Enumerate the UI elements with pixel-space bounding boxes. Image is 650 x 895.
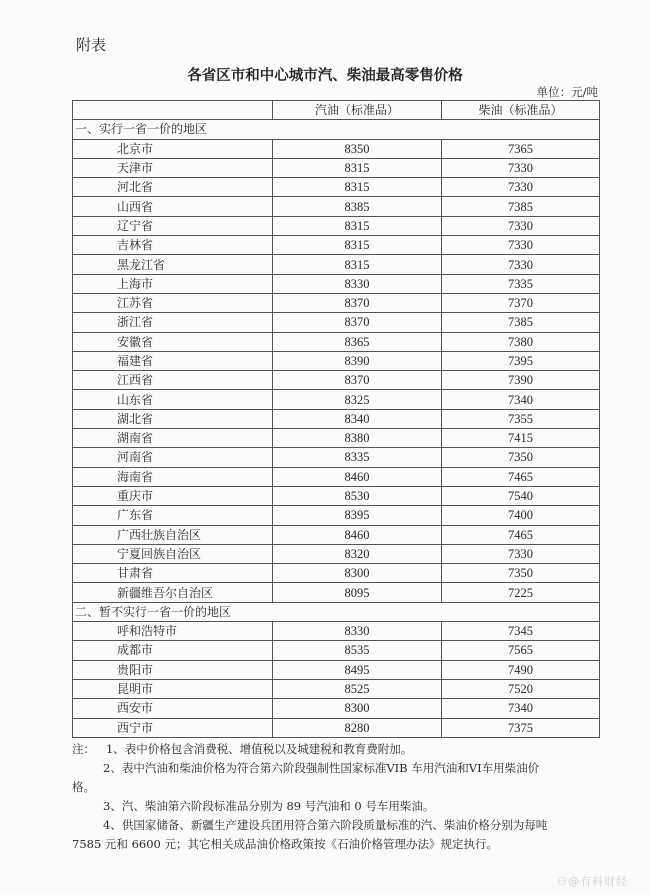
diesel-price: 7350	[442, 448, 600, 467]
gasoline-price: 8315	[273, 158, 442, 177]
table-row	[73, 178, 600, 197]
watermark: ⚇@有料财经	[557, 875, 628, 888]
gasoline-price: 8525	[273, 679, 442, 698]
appendix-label: 附表	[76, 36, 107, 54]
region-cell: 山东省	[73, 390, 273, 409]
region-cell: 湖北省	[73, 409, 273, 428]
gasoline-price: 8300	[273, 564, 442, 583]
table-row	[73, 583, 600, 602]
table-row	[73, 390, 600, 409]
region-cell: 上海市	[73, 274, 273, 293]
header-gasoline: 汽油（标准品）	[273, 101, 442, 120]
region-cell: 广西壮族自治区	[73, 525, 273, 544]
diesel-price: 7330	[442, 255, 600, 274]
diesel-price: 7330	[442, 158, 600, 177]
region-cell: 安徽省	[73, 332, 273, 351]
table-row	[73, 525, 600, 544]
diesel-price: 7340	[442, 390, 600, 409]
gasoline-price: 8325	[273, 390, 442, 409]
region-cell: 吉林省	[73, 236, 273, 255]
section-label: 二、暂不实行一省一价的地区	[73, 602, 600, 621]
table-row	[73, 448, 600, 467]
diesel-price: 7385	[442, 197, 600, 216]
diesel-price: 7345	[442, 622, 600, 641]
diesel-price: 7335	[442, 274, 600, 293]
gasoline-price: 8335	[273, 448, 442, 467]
gasoline-price: 8395	[273, 506, 442, 525]
table-row	[73, 313, 600, 332]
table-row	[73, 564, 600, 583]
diesel-price: 7330	[442, 216, 600, 235]
table-row	[73, 679, 600, 698]
table-row	[73, 371, 600, 390]
region-cell: 重庆市	[73, 486, 273, 505]
gasoline-price: 8095	[273, 583, 442, 602]
gasoline-price: 8340	[273, 409, 442, 428]
region-cell: 西宁市	[73, 718, 273, 737]
gasoline-price: 8380	[273, 429, 442, 448]
diesel-price: 7330	[442, 178, 600, 197]
region-cell: 江苏省	[73, 293, 273, 312]
region-cell: 贵阳市	[73, 660, 273, 679]
gasoline-price: 8315	[273, 255, 442, 274]
region-cell: 江西省	[73, 371, 273, 390]
gasoline-price: 8315	[273, 178, 442, 197]
diesel-price: 7520	[442, 679, 600, 698]
note-3: 3、汽、柴油第六阶段标准品分别为 89 号汽油和 0 号车用柴油。	[103, 799, 435, 813]
diesel-price: 7350	[442, 564, 600, 583]
note-1: 注： 1、表中价格包含消费税、增值税以及城建税和教育费附加。	[72, 742, 413, 756]
region-cell: 北京市	[73, 139, 273, 158]
price-table	[72, 100, 600, 738]
gasoline-price: 8390	[273, 351, 442, 370]
region-cell: 甘肃省	[73, 564, 273, 583]
note-4-cont: 7585 元和 6600 元；其它相关成品油价格政策按《石油价格管理办法》规定执行。	[72, 837, 498, 851]
gasoline-price: 8330	[273, 274, 442, 293]
gasoline-price: 8330	[273, 622, 442, 641]
gasoline-price: 8460	[273, 525, 442, 544]
document-title: 各省区市和中心城市汽、柴油最高零售价格	[187, 68, 463, 84]
section-label: 一、实行一省一价的地区	[73, 120, 600, 139]
gasoline-price: 8370	[273, 293, 442, 312]
region-cell: 河北省	[73, 178, 273, 197]
note-4: 4、供国家储备、新疆生产建设兵团用符合第六阶段质量标准的汽、柴油价格分别为每吨	[103, 818, 548, 832]
diesel-price: 7355	[442, 409, 600, 428]
region-cell: 黑龙江省	[73, 255, 273, 274]
region-cell: 广东省	[73, 506, 273, 525]
table-row	[73, 544, 600, 563]
table-row	[73, 158, 600, 177]
notes-prefix: 注：	[72, 742, 95, 756]
diesel-price: 7465	[442, 525, 600, 544]
diesel-price: 7415	[442, 429, 600, 448]
region-cell: 浙江省	[73, 313, 273, 332]
table-row	[73, 255, 600, 274]
diesel-price: 7380	[442, 332, 600, 351]
gasoline-price: 8315	[273, 236, 442, 255]
diesel-price: 7370	[442, 293, 600, 312]
notes	[72, 740, 612, 854]
table-row	[73, 660, 600, 679]
gasoline-price: 8530	[273, 486, 442, 505]
gasoline-price: 8320	[273, 544, 442, 563]
region-cell: 海南省	[73, 467, 273, 486]
diesel-price: 7340	[442, 699, 600, 718]
region-cell: 呼和浩特市	[73, 622, 273, 641]
diesel-price: 7540	[442, 486, 600, 505]
table-row	[73, 641, 600, 660]
gasoline-price: 8350	[273, 139, 442, 158]
table-row	[73, 467, 600, 486]
note-2-cont: 格。	[72, 780, 95, 794]
diesel-price: 7330	[442, 544, 600, 563]
diesel-price: 7395	[442, 351, 600, 370]
gasoline-price: 8370	[273, 313, 442, 332]
gasoline-price: 8365	[273, 332, 442, 351]
section-row	[73, 602, 600, 621]
header-diesel: 柴油（标准品）	[442, 101, 600, 120]
region-cell: 宁夏回族自治区	[73, 544, 273, 563]
table-row	[73, 351, 600, 370]
region-cell: 西安市	[73, 699, 273, 718]
diesel-price: 7385	[442, 313, 600, 332]
region-cell: 辽宁省	[73, 216, 273, 235]
header-row	[73, 101, 600, 120]
unit-label: 单位：元/吨	[536, 85, 598, 99]
diesel-price: 7565	[442, 641, 600, 660]
table-row	[73, 332, 600, 351]
diesel-price: 7400	[442, 506, 600, 525]
region-cell: 河南省	[73, 448, 273, 467]
gasoline-price: 8370	[273, 371, 442, 390]
section-row	[73, 120, 600, 139]
gasoline-price: 8315	[273, 216, 442, 235]
gasoline-price: 8495	[273, 660, 442, 679]
table-row	[73, 409, 600, 428]
table-row	[73, 236, 600, 255]
region-cell: 湖南省	[73, 429, 273, 448]
gasoline-price: 8300	[273, 699, 442, 718]
header-region	[73, 101, 273, 120]
table-row	[73, 274, 600, 293]
diesel-price: 7330	[442, 236, 600, 255]
diesel-price: 7465	[442, 467, 600, 486]
table-row	[73, 293, 600, 312]
region-cell: 昆明市	[73, 679, 273, 698]
gasoline-price: 8280	[273, 718, 442, 737]
table-row	[73, 486, 600, 505]
region-cell: 新疆维吾尔自治区	[73, 583, 273, 602]
gasoline-price: 8385	[273, 197, 442, 216]
diesel-price: 7375	[442, 718, 600, 737]
table-row	[73, 216, 600, 235]
table-row	[73, 622, 600, 641]
diesel-price: 7365	[442, 139, 600, 158]
diesel-price: 7490	[442, 660, 600, 679]
table-row	[73, 197, 600, 216]
table-row	[73, 139, 600, 158]
region-cell: 成都市	[73, 641, 273, 660]
table-row	[73, 506, 600, 525]
table-row	[73, 718, 600, 737]
diesel-price: 7390	[442, 371, 600, 390]
gasoline-price: 8535	[273, 641, 442, 660]
region-cell: 山西省	[73, 197, 273, 216]
note-2: 2、表中汽油和柴油价格为符合第六阶段强制性国家标准VIB 车用汽油和VI车用柴油价	[103, 761, 540, 775]
diesel-price: 7225	[442, 583, 600, 602]
region-cell: 天津市	[73, 158, 273, 177]
region-cell: 福建省	[73, 351, 273, 370]
table-row	[73, 429, 600, 448]
table-row	[73, 699, 600, 718]
gasoline-price: 8460	[273, 467, 442, 486]
